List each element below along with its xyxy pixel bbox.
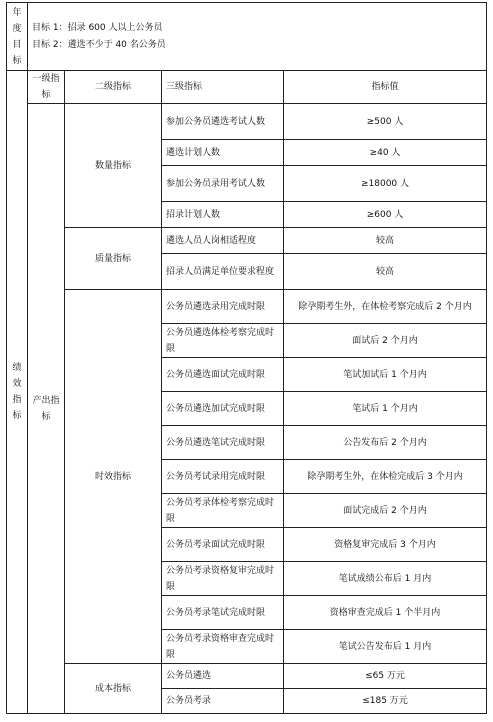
header-row xyxy=(7,71,487,104)
level2-indicator: 时效指标 xyxy=(65,290,162,664)
level3-indicator: 公务员考录资格复审完成时限 xyxy=(162,562,284,596)
level3-indicator: 公务员遴选录用完成时限 xyxy=(162,290,284,324)
level2-indicator: 成本指标 xyxy=(65,664,162,714)
level3-indicator: 招录计划人数 xyxy=(162,202,284,228)
indicator-value: 笔试成绩公布后 1 月内 xyxy=(284,562,487,596)
header-level2: 二级指标 xyxy=(65,71,162,104)
level3-indicator: 公务员考录资格审查完成时限 xyxy=(162,630,284,664)
indicator-value: ≤185 万元 xyxy=(284,689,487,714)
table-row xyxy=(7,228,487,254)
output-indicator-label: 产出指标 xyxy=(28,104,65,714)
indicator-value: 资格复审完成后 3 个月内 xyxy=(284,528,487,562)
performance-table xyxy=(6,2,487,714)
level3-indicator: 公务员考录 xyxy=(162,689,284,714)
level3-indicator: 招录人员满足单位要求程度 xyxy=(162,254,284,290)
header-level3: 三级指标 xyxy=(162,71,284,104)
level3-indicator: 公务员考录笔试完成时限 xyxy=(162,596,284,630)
performance-label: 绩效指标 xyxy=(7,71,28,714)
level3-indicator: 参加公务员遴选考试人数 xyxy=(162,104,284,140)
indicator-value: 公告发布后 2 个月内 xyxy=(284,426,487,460)
level3-indicator: 公务员考录面试完成时限 xyxy=(162,528,284,562)
indicator-value: 资格审查完成后 1 个半月内 xyxy=(284,596,487,630)
indicator-value: ≥18000 人 xyxy=(284,166,487,202)
header-level1: 一级指标 xyxy=(28,71,65,104)
indicator-value: 较高 xyxy=(284,228,487,254)
level3-indicator: 遴选计划人数 xyxy=(162,140,284,166)
indicator-value: 面试后 2 个月内 xyxy=(284,324,487,358)
goal-1: 目标 1：招录 600 人以上公务员 xyxy=(32,22,163,33)
level3-indicator: 遴选人员人岗相适程度 xyxy=(162,228,284,254)
indicator-value: ≥600 人 xyxy=(284,202,487,228)
level2-indicator: 数量指标 xyxy=(65,104,162,228)
level3-indicator: 参加公务员录用考试人数 xyxy=(162,166,284,202)
table-row xyxy=(7,104,487,140)
indicator-value: 笔试后 1 个月内 xyxy=(284,392,487,426)
indicator-value: 除孕期考生外，在体检考察完成后 2 个月内 xyxy=(284,290,487,324)
indicator-value: ≤65 万元 xyxy=(284,664,487,689)
indicator-value: 笔试公告发布后 1 月内 xyxy=(284,630,487,664)
level3-indicator: 公务员遴选体检考察完成时限 xyxy=(162,324,284,358)
level3-indicator: 公务员遴选加试完成时限 xyxy=(162,392,284,426)
level3-indicator: 公务员遴选 xyxy=(162,664,284,689)
level2-indicator: 质量指标 xyxy=(65,228,162,290)
level3-indicator: 公务员考试录用完成时限 xyxy=(162,460,284,494)
indicator-value: 笔试加试后 1 个月内 xyxy=(284,358,487,392)
goal-2: 目标 2：遴选不少于 40 名公务员 xyxy=(32,39,166,50)
indicator-value: ≥40 人 xyxy=(284,140,487,166)
level3-indicator: 公务员遴选笔试完成时限 xyxy=(162,426,284,460)
level3-indicator: 公务员遴选面试完成时限 xyxy=(162,358,284,392)
indicator-value: 面试完成后 2 个月内 xyxy=(284,494,487,528)
header-value: 指标值 xyxy=(284,71,487,104)
annual-goal-content xyxy=(28,3,487,71)
annual-goal-row xyxy=(7,3,487,71)
annual-goal-label: 年度目标 xyxy=(7,3,28,71)
indicator-value: 较高 xyxy=(284,254,487,290)
level3-indicator: 公务员考录体检考察完成时限 xyxy=(162,494,284,528)
indicator-value: 除孕期考生外，在体检完成后 3 个月内 xyxy=(284,460,487,494)
table-row xyxy=(7,664,487,689)
table-row xyxy=(7,290,487,324)
indicator-value: ≥500 人 xyxy=(284,104,487,140)
